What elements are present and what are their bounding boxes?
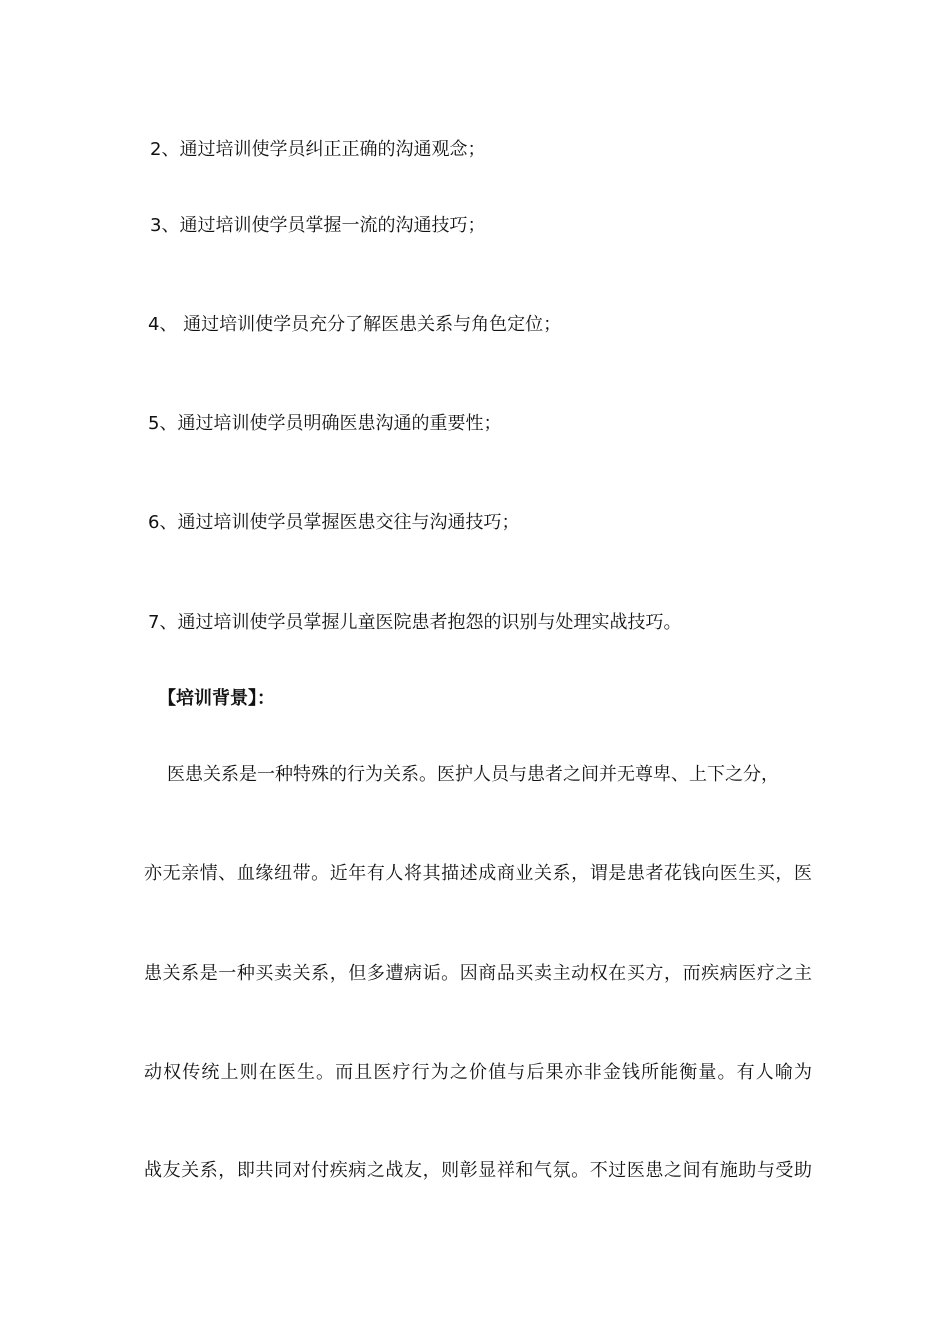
section-heading: 【培训背景】： [158, 688, 275, 709]
list-item-7: 7、通过培训使学员掌握儿童医院患者抱怨的识别与处理实战技巧。 [148, 612, 682, 633]
paragraph-line: 战友关系，即共同对付疾病之战友，则彰显祥和气氛。不过医患之间有施助与受助 [144, 1160, 812, 1181]
paragraph-line: 医患关系是一种特殊的行为关系。医护人员与患者之间并无尊卑、上下之分， [167, 764, 779, 785]
list-item-2: 2、通过培训使学员纠正正确的沟通观念； [150, 139, 486, 160]
list-item-6: 6、通过培训使学员掌握医患交往与沟通技巧； [148, 512, 520, 533]
list-item-5: 5、通过培训使学员明确医患沟通的重要性； [148, 413, 502, 434]
list-item-3: 3、通过培训使学员掌握一流的沟通技巧； [150, 215, 486, 236]
list-item-4: 4、 通过培训使学员充分了解医患关系与角色定位； [148, 314, 562, 335]
paragraph-line: 患关系是一种买卖关系，但多遭病诟。因商品买卖主动权在买方，而疾病医疗之主 [144, 963, 812, 984]
paragraph-line: 亦无亲情、血缘纽带。近年有人将其描述成商业关系，谓是患者花钱向医生买，医 [144, 863, 812, 884]
paragraph-line: 动权传统上则在医生。而且医疗行为之价值与后果亦非金钱所能衡量。有人喻为 [144, 1062, 812, 1083]
